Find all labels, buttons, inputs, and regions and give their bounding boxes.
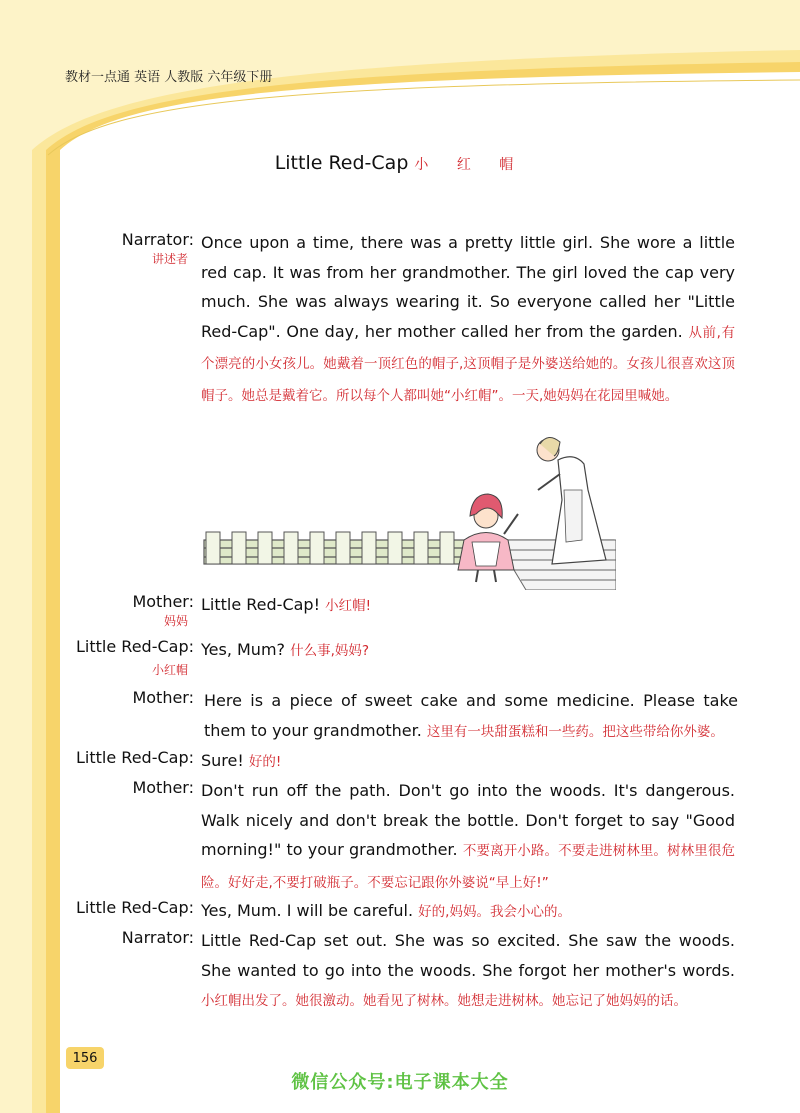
speaker-label: Mother: [132,592,194,611]
speech-text [201,590,735,622]
speech-translation: 从前,有个漂亮的小女孩儿。她戴着一顶红色的帽子,这顶帽子是外婆送给她的。女孩儿很喜欢这顶帽子。她总是戴着它。所以每个人都叫她“小红帽”。一天,她妈妈在花园里喊她。 [201,324,736,404]
speech-translation: 好的,妈妈。我会小心的。 [418,904,571,920]
speech-english: Yes, Mum. I will be careful. [201,901,414,920]
speech-translation: 不要离开小路。不要走进树林里。树林里很危险。好好走,不要打破瓶子。不要忘记跟你外婆说“早上好!” [201,843,735,891]
speaker-label: Narrator: [121,230,194,249]
speech-english: Little Red-Cap! [201,595,320,614]
speech-translation: 好的! [248,754,282,770]
story-illustration [196,430,616,590]
speaker-label: Mother: [132,778,194,797]
speaker-label-zh: 小红帽 [151,663,188,677]
speaker-label: Little Red-Cap: [76,748,194,767]
speech-english: Don't run off the path. Don't go into the woods. It's dangerous. Walk nicely and don't break the bottle. Don't forget to say "Good morning!" to your grandmother. [201,781,735,859]
speaker-label: Little Red-Cap: [76,898,194,917]
speech-text [201,776,735,898]
story-title-zh: 小 红 帽 [414,157,526,173]
speech-english: Yes, Mum? [201,640,286,659]
speaker-label: Mother: [132,688,194,707]
speaker-label-zh: 讲述者 [151,252,188,266]
page-number: 156 [66,1047,104,1069]
book-header: 教材一点通 英语 人教版 六年级下册 [65,70,273,85]
speaker-label: Little Red-Cap: [76,637,194,656]
speaker-label: Narrator: [121,928,194,947]
speech-translation: 什么事,妈妈? [290,643,370,659]
speech-text [201,635,735,667]
speaker-label-zh: 妈妈 [163,614,188,628]
speech-english: Once upon a time, there was a pretty little girl. She wore a little red cap. It was from her grandmother. The girl loved the cap very much. She was always wearing it. So everyone called her "Little Red-Cap". One day, her mother called her from the garden. [201,233,735,341]
speech-english: Little Red-Cap set out. She was so excited. She saw the woods. She wanted to go into the woods. She forgot her mother's words. [201,931,735,980]
story-title [0,152,800,174]
speech-english: Sure! [201,751,244,770]
speech-text [201,896,735,928]
speech-translation: 小红帽出发了。她很激动。她看见了树林。她想走进树林。她忘记了她妈妈的话。 [201,993,687,1009]
speech-text [204,686,738,747]
watermark-text: 微信公众号:电子课本大全 [291,1072,509,1093]
speech-text [201,228,735,411]
little-red-cap-figure [458,494,518,582]
speech-translation: 小红帽! [325,598,372,614]
story-title-en: Little Red-Cap [274,152,409,174]
speech-text [201,926,735,1017]
speech-translation: 这里有一块甜蛋糕和一些药。把这些带给你外婆。 [426,723,724,740]
speech-text [201,746,735,778]
speech-english: Here is a piece of sweet cake and some medicine. Please take them to your grandmother. [204,691,738,740]
